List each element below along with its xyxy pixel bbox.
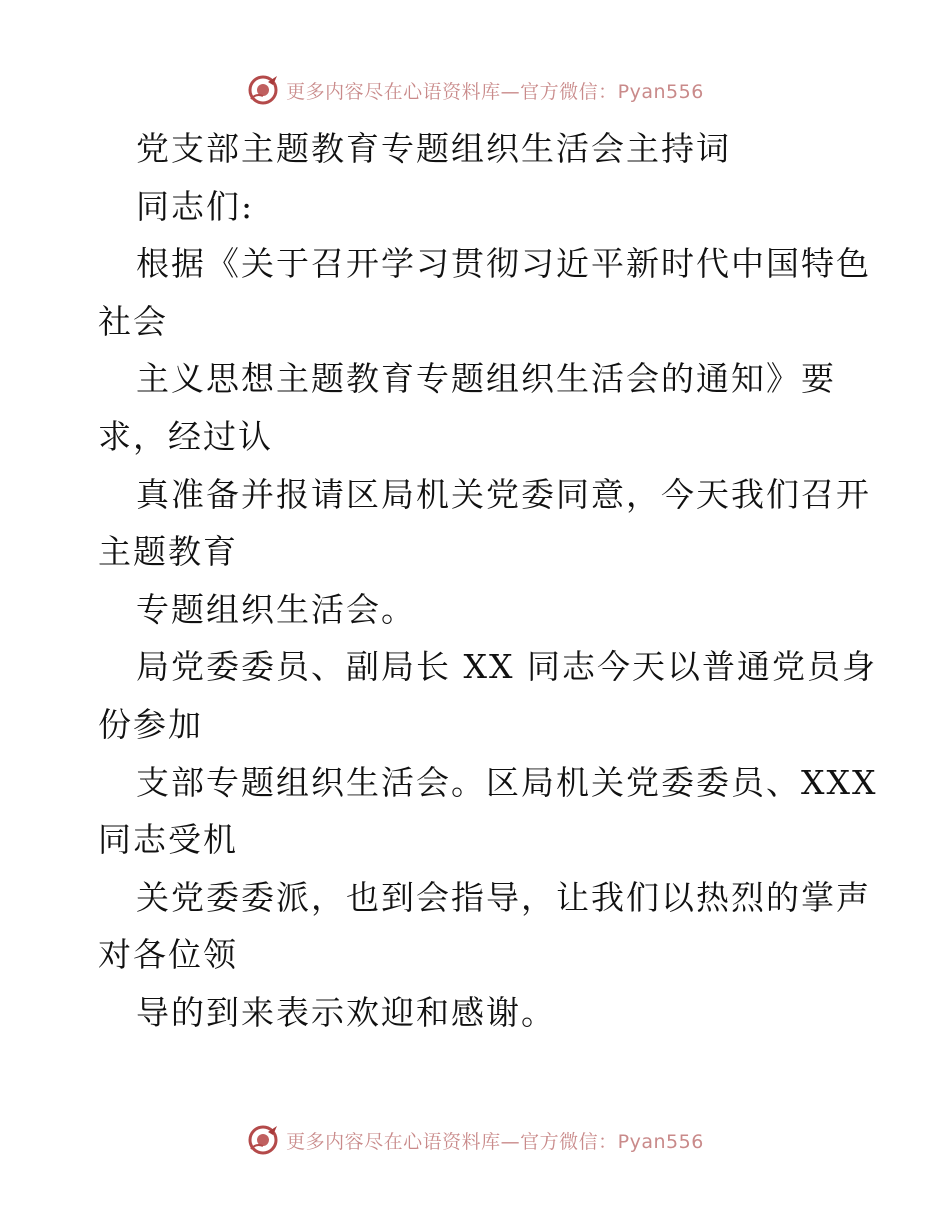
paragraph-line: 社会 bbox=[98, 301, 168, 341]
paragraph-line: 局党委委员、副局长 XX 同志今天以普通党员身 bbox=[136, 647, 877, 687]
paragraph-line: 主义思想主题教育专题组织生活会的通知》要 bbox=[136, 359, 836, 399]
paragraph-line: 支部专题组织生活会。区局机关党委委员、XXX bbox=[136, 762, 878, 802]
paragraph-line: 关党委委派，也到会指导，让我们以热烈的掌声 bbox=[136, 877, 871, 917]
header-watermark-banner bbox=[0, 70, 950, 110]
watermark-logo-icon bbox=[246, 1123, 280, 1157]
paragraph-line: 专题组织生活会。 bbox=[136, 589, 416, 629]
paragraph-line: 份参加 bbox=[98, 704, 203, 744]
paragraph-line: 求，经过认 bbox=[98, 416, 273, 456]
paragraph-line: 主题教育 bbox=[98, 532, 238, 572]
footer-watermark-text: 更多内容尽在心语资料库—官方微信：Pyan556 bbox=[286, 1130, 704, 1153]
document-body bbox=[98, 120, 878, 1042]
salutation: 同志们: bbox=[136, 186, 255, 226]
document-title: 党支部主题教育专题组织生活会主持词 bbox=[136, 129, 731, 168]
paragraph-line: 同志受机 bbox=[98, 820, 238, 860]
watermark-logo-icon bbox=[246, 73, 280, 107]
header-watermark-text: 更多内容尽在心语资料库—官方微信：Pyan556 bbox=[286, 80, 704, 103]
paragraph-line: 对各位领 bbox=[98, 935, 238, 975]
paragraph-line: 根据《关于召开学习贯彻习近平新时代中国特色 bbox=[136, 244, 871, 284]
paragraph-line: 真准备并报请区局机关党委同意，今天我们召开 bbox=[136, 474, 871, 514]
footer-watermark-banner bbox=[0, 1120, 950, 1160]
paragraph-line: 导的到来表示欢迎和感谢。 bbox=[136, 992, 556, 1032]
